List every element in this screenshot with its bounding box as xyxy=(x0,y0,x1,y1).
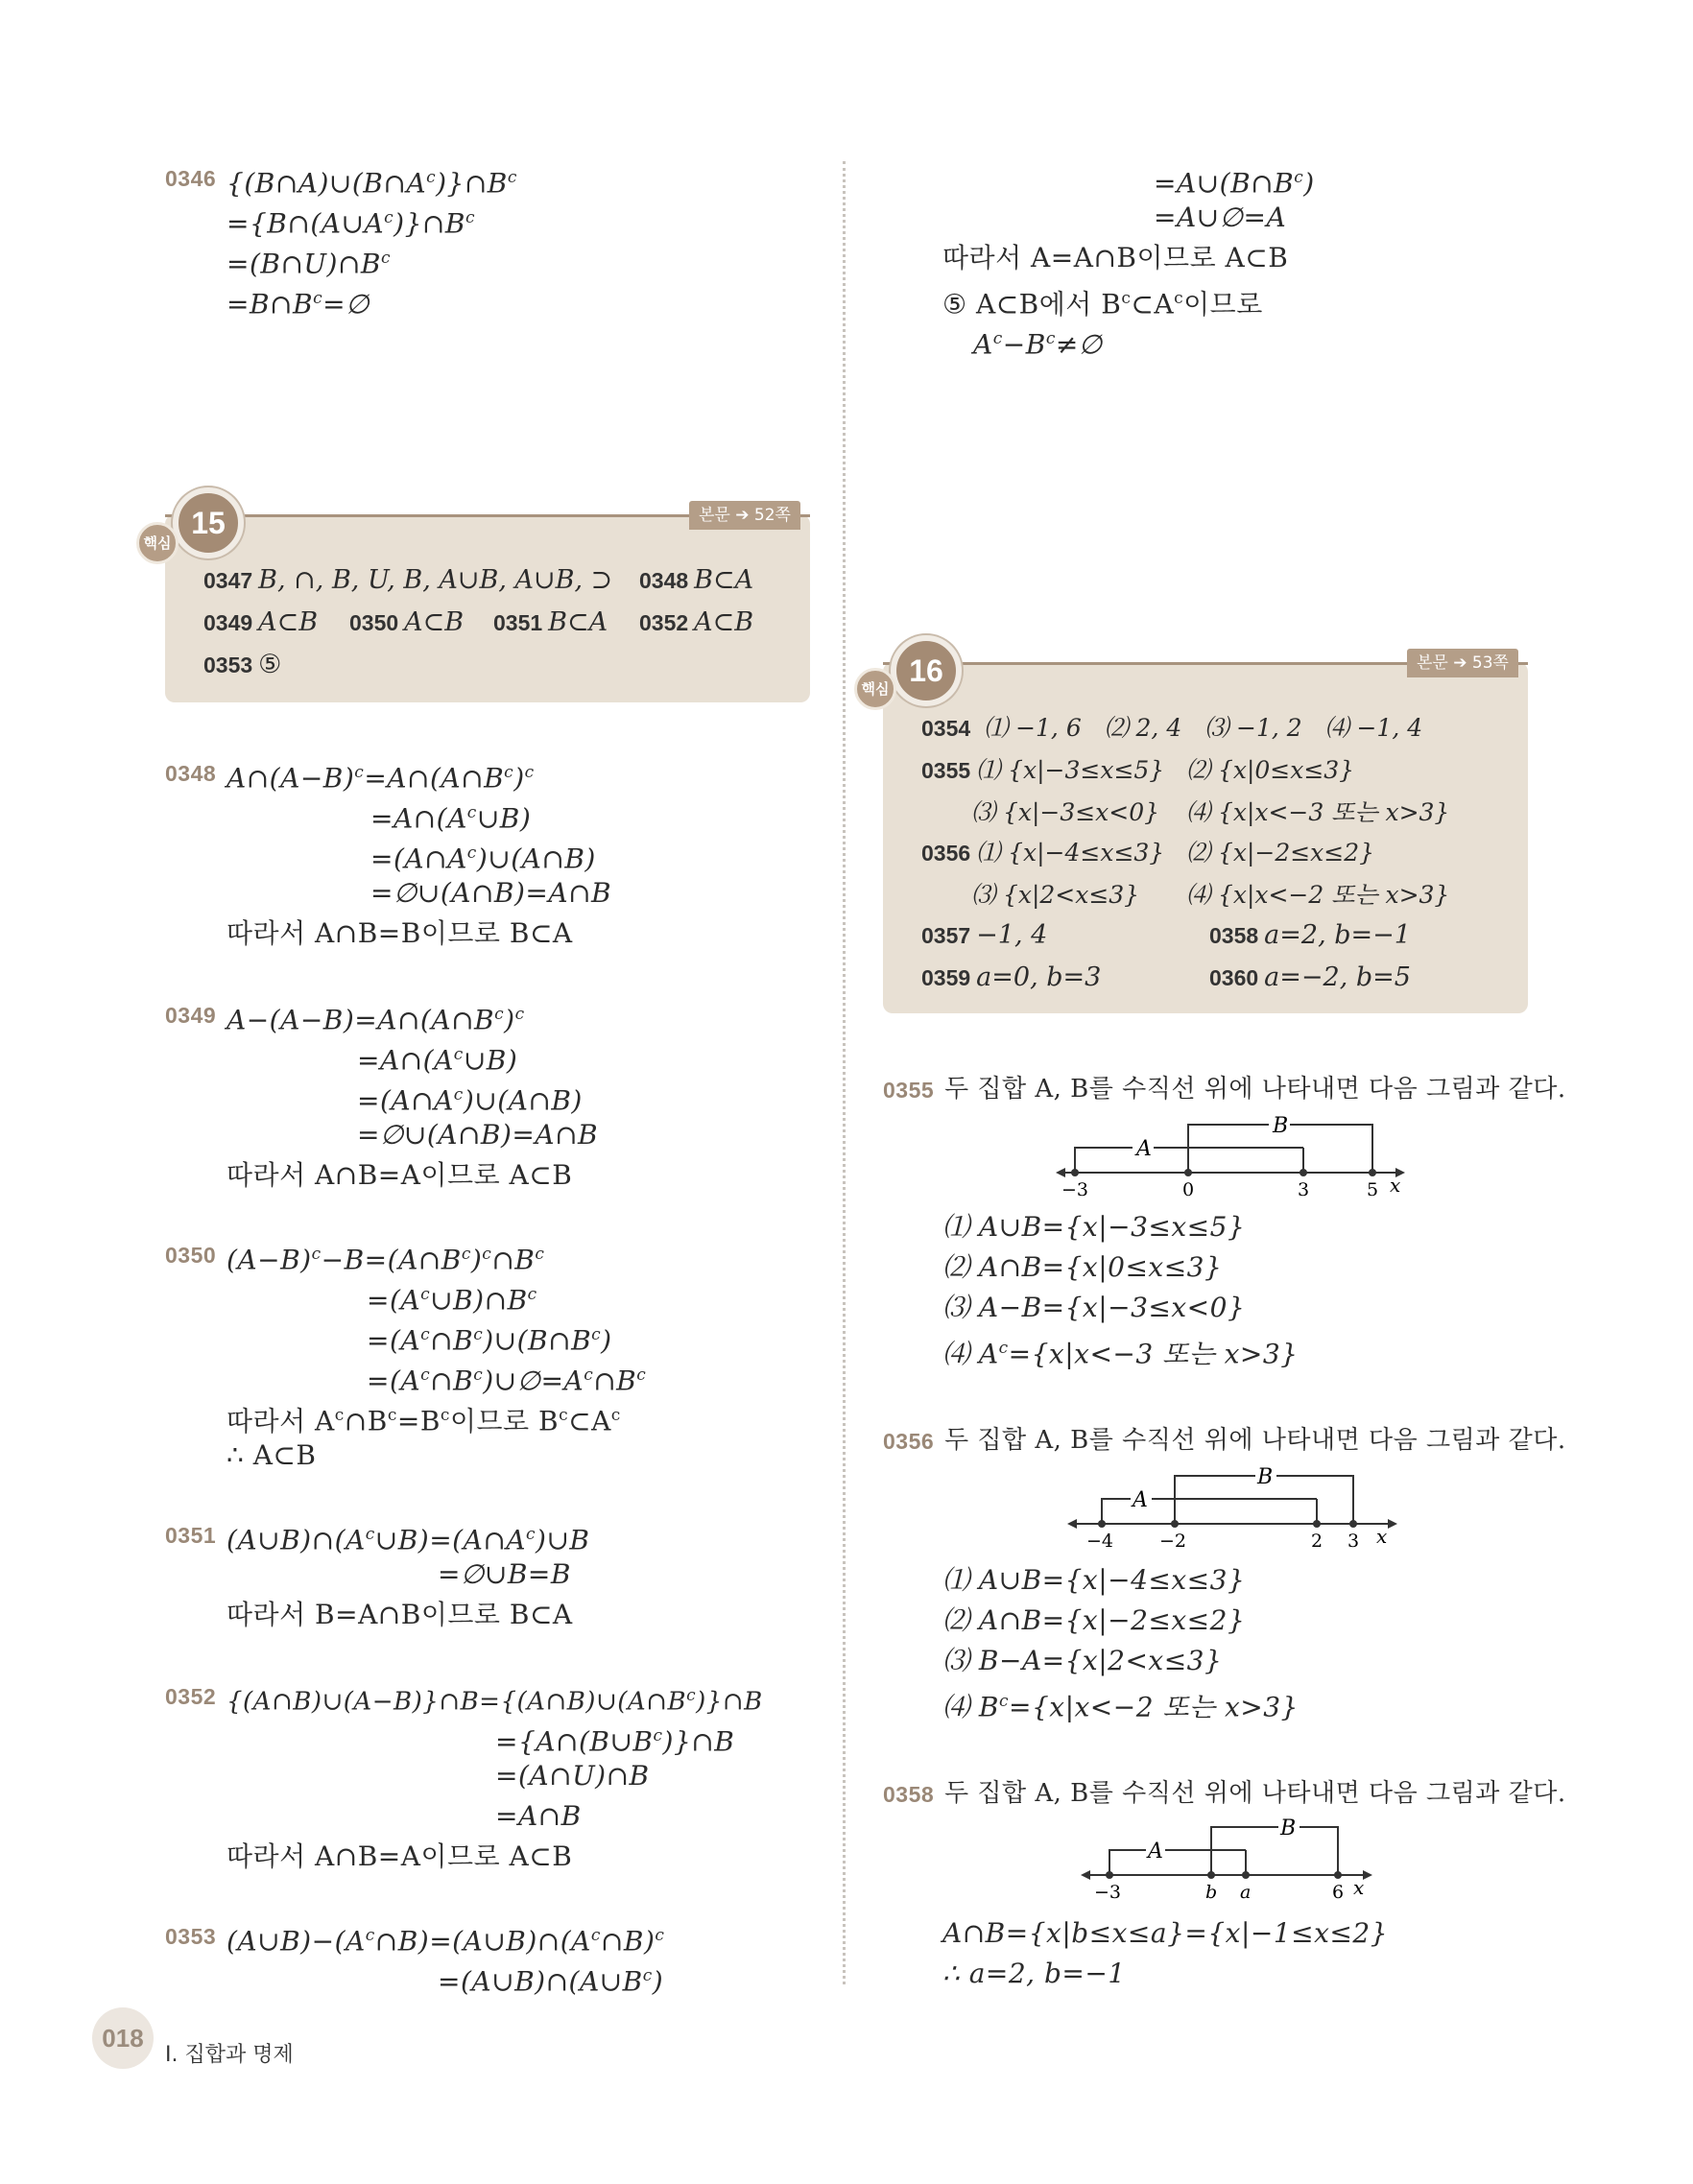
svg-text:B: B xyxy=(1257,1465,1274,1489)
svg-text:A: A xyxy=(1133,1488,1148,1512)
key-answer: 0352 A⊂B xyxy=(639,607,754,637)
svg-text:3: 3 xyxy=(1298,1179,1310,1200)
key-answer: 0357 −1, 4 xyxy=(921,920,1048,950)
key-answer: 0356 ⑴ {x|−4≤x≤3} xyxy=(921,839,1165,866)
section-badge: 15 xyxy=(173,487,244,558)
svg-text:6: 6 xyxy=(1332,1882,1345,1903)
key-answer: 0351 B⊂A xyxy=(493,607,608,637)
svg-text:B: B xyxy=(1273,1114,1289,1138)
svg-text:2: 2 xyxy=(1311,1531,1323,1552)
key-answer: 0354 ⑴ −1, 6 ⑵ 2, 4 ⑶ −1, 2 ⑷ −1, 4 xyxy=(921,714,1423,742)
key-answer: 0359 a=0, b=3 xyxy=(921,962,1102,992)
page-number: 018 xyxy=(92,2007,154,2069)
core-label: 핵심 xyxy=(136,522,179,564)
key-answer: ⑶ {x|−3≤x<0} xyxy=(971,798,1160,826)
svg-text:B: B xyxy=(1280,1816,1297,1840)
svg-text:A: A xyxy=(1136,1137,1152,1161)
math-line: $=(B\cap U)\cap B^c$ xyxy=(227,248,392,280)
number-line-diagram xyxy=(1056,1113,1420,1209)
svg-text:x: x xyxy=(1390,1174,1401,1197)
svg-text:5: 5 xyxy=(1367,1179,1379,1200)
svg-text:x: x xyxy=(1376,1525,1388,1548)
key-answer: 0347 B, ∩, B, U, B, A∪B, A∪B, ⊃ xyxy=(203,565,613,595)
page-reference: 본문 ➔ 52쪽 xyxy=(689,501,800,530)
math-line: $=\{B\cap(A\cup A^c)\}\cap B^c$ xyxy=(227,207,475,240)
key-answer: ⑷ {x|x<−3 또는 x>3} xyxy=(1186,798,1450,826)
page-reference: 본문 ➔ 53쪽 xyxy=(1407,649,1518,677)
svg-text:−4: −4 xyxy=(1086,1531,1114,1552)
number-line-diagram xyxy=(1067,1464,1413,1560)
key-answer: 0349 A⊂B xyxy=(203,607,319,637)
section-badge: 16 xyxy=(891,635,962,706)
key-answer: 0360 a=−2, b=5 xyxy=(1209,962,1411,992)
key-answer: ⑷ {x|x<−2 또는 x>3} xyxy=(1186,881,1450,909)
svg-text:0: 0 xyxy=(1182,1179,1195,1200)
key-answer: ⑶ {x|2<x≤3} xyxy=(971,881,1140,909)
number-line-diagram xyxy=(1081,1816,1388,1911)
problem-number: 0346 xyxy=(165,166,217,191)
svg-text:a: a xyxy=(1240,1882,1252,1903)
key-answer: 0358 a=2, b=−1 xyxy=(1209,920,1411,950)
chapter-title: Ⅰ. 집합과 명제 xyxy=(165,2043,294,2067)
key-answer: 0350 A⊂B xyxy=(349,607,465,637)
svg-text:x: x xyxy=(1353,1876,1365,1899)
key-answer: 0353 ⑤ xyxy=(203,650,282,679)
svg-text:−2: −2 xyxy=(1159,1531,1187,1552)
key-answer: 0348 B⊂A xyxy=(639,565,754,595)
svg-text:−3: −3 xyxy=(1061,1179,1089,1200)
column-divider xyxy=(843,161,846,1984)
math-line: $\{(B\cap A)\cup(B\cap A^c)\}\cap B^c$ xyxy=(227,167,517,200)
svg-text:3: 3 xyxy=(1347,1531,1360,1552)
svg-text:b: b xyxy=(1205,1882,1218,1903)
math-line: $=B\cap B^c=\emptyset$ xyxy=(227,288,370,320)
key-answer: ⑵ {x|0≤x≤3} xyxy=(1186,756,1355,784)
key-answer: ⑵ {x|−2≤x≤2} xyxy=(1186,839,1375,866)
key-answer: 0355 ⑴ {x|−3≤x≤5} xyxy=(921,756,1165,784)
svg-text:−3: −3 xyxy=(1094,1882,1122,1903)
svg-text:A: A xyxy=(1148,1840,1163,1864)
core-label: 핵심 xyxy=(854,668,896,710)
